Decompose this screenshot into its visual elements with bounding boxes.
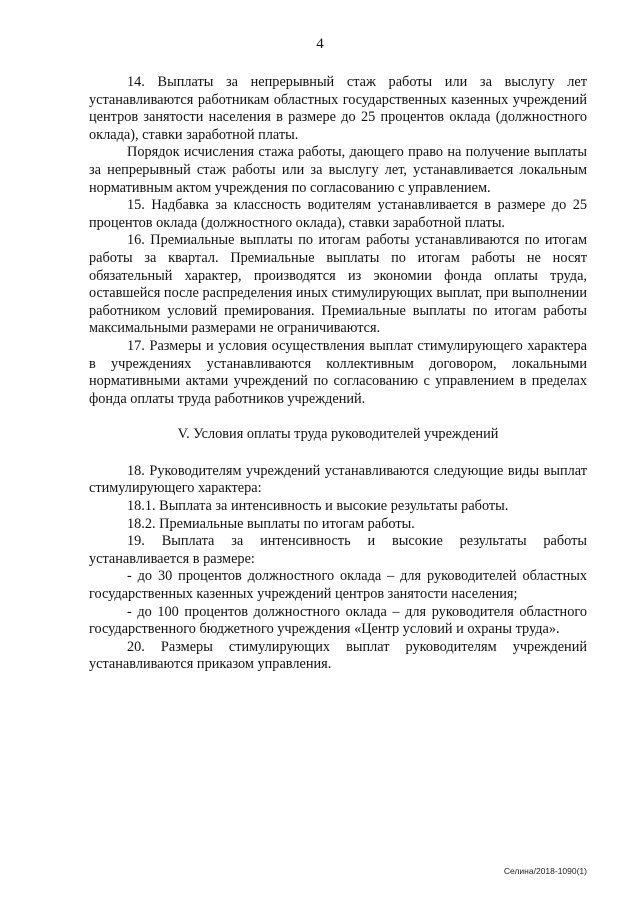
paragraph-16: 16. Премиальные выплаты по итогам работы устанавливаются по итогам работы за квартал. Премиальные выплаты по итогам работы не носят обязательный характер, производятся из экономии фонда оплаты труда, оставшейся после распределения иных стимулирующих выплат, при выполнении работником условий премирования. Премиальные выплаты по итогам работы максимальными размерами не ограничиваются. (89, 232, 587, 337)
paragraph-18-2: 18.2. Премиальные выплаты по итогам работы. (127, 515, 415, 532)
paragraph-15: 15. Надбавка за классность водителям устанавливается в размере до 25 процентов оклада (должностного оклада), ставки заработной платы. (89, 197, 587, 231)
list-item-100-percent: - до 100 процентов должностного оклада – для руководителя областного государственного бюджетного учреждения «Центр условий и охраны труда». (89, 603, 587, 638)
document-body (89, 74, 587, 674)
paragraph-19: 19. Выплата за интенсивность и высокие результаты работы устанавливается в размере: (89, 533, 587, 567)
section-title: V. Условия оплаты труда руководителей учреждений (177, 426, 499, 443)
document-code: Селина/2018-1090(1) (503, 866, 587, 876)
list-item-30-percent: - до 30 процентов должностного оклада – для руководителей областных государственных казенных учреждений центров занятости населения; (89, 568, 587, 603)
paragraph-20: 20. Размеры стимулирующих выплат руководителям учреждений устанавливаются приказом управления. (89, 638, 587, 673)
paragraph-18: 18. Руководителям учреждений устанавливаются следующие виды выплат стимулирующего характера: (89, 462, 587, 497)
paragraph-18-1: 18.1. Выплата за интенсивность и высокие результаты работы. (127, 498, 509, 515)
paragraph-seniority-calculation: Порядок исчисления стажа работы, дающего право на получение выплаты за непрерывный стаж работы или за выслугу лет, устанавливается локальным нормативным актом учреждения по согласованию с управлением. (89, 144, 587, 196)
page-number: 4 (316, 36, 324, 52)
paragraph-17: 17. Размеры и условия осуществления выплат стимулирующего характера в учреждениях устанавливаются коллективным договором, локальными нормативными актами учреждений по согласованию с управлением в пределах фонда оплаты труда работников учреждений. (89, 337, 587, 407)
paragraph-14: 14. Выплаты за непрерывный стаж работы или за выслугу лет устанавливаются работникам областных государственных казенных учреждений центров занятости населения в размере до 25 процентов оклада (должностного оклада), ставки заработной платы. (89, 74, 587, 143)
